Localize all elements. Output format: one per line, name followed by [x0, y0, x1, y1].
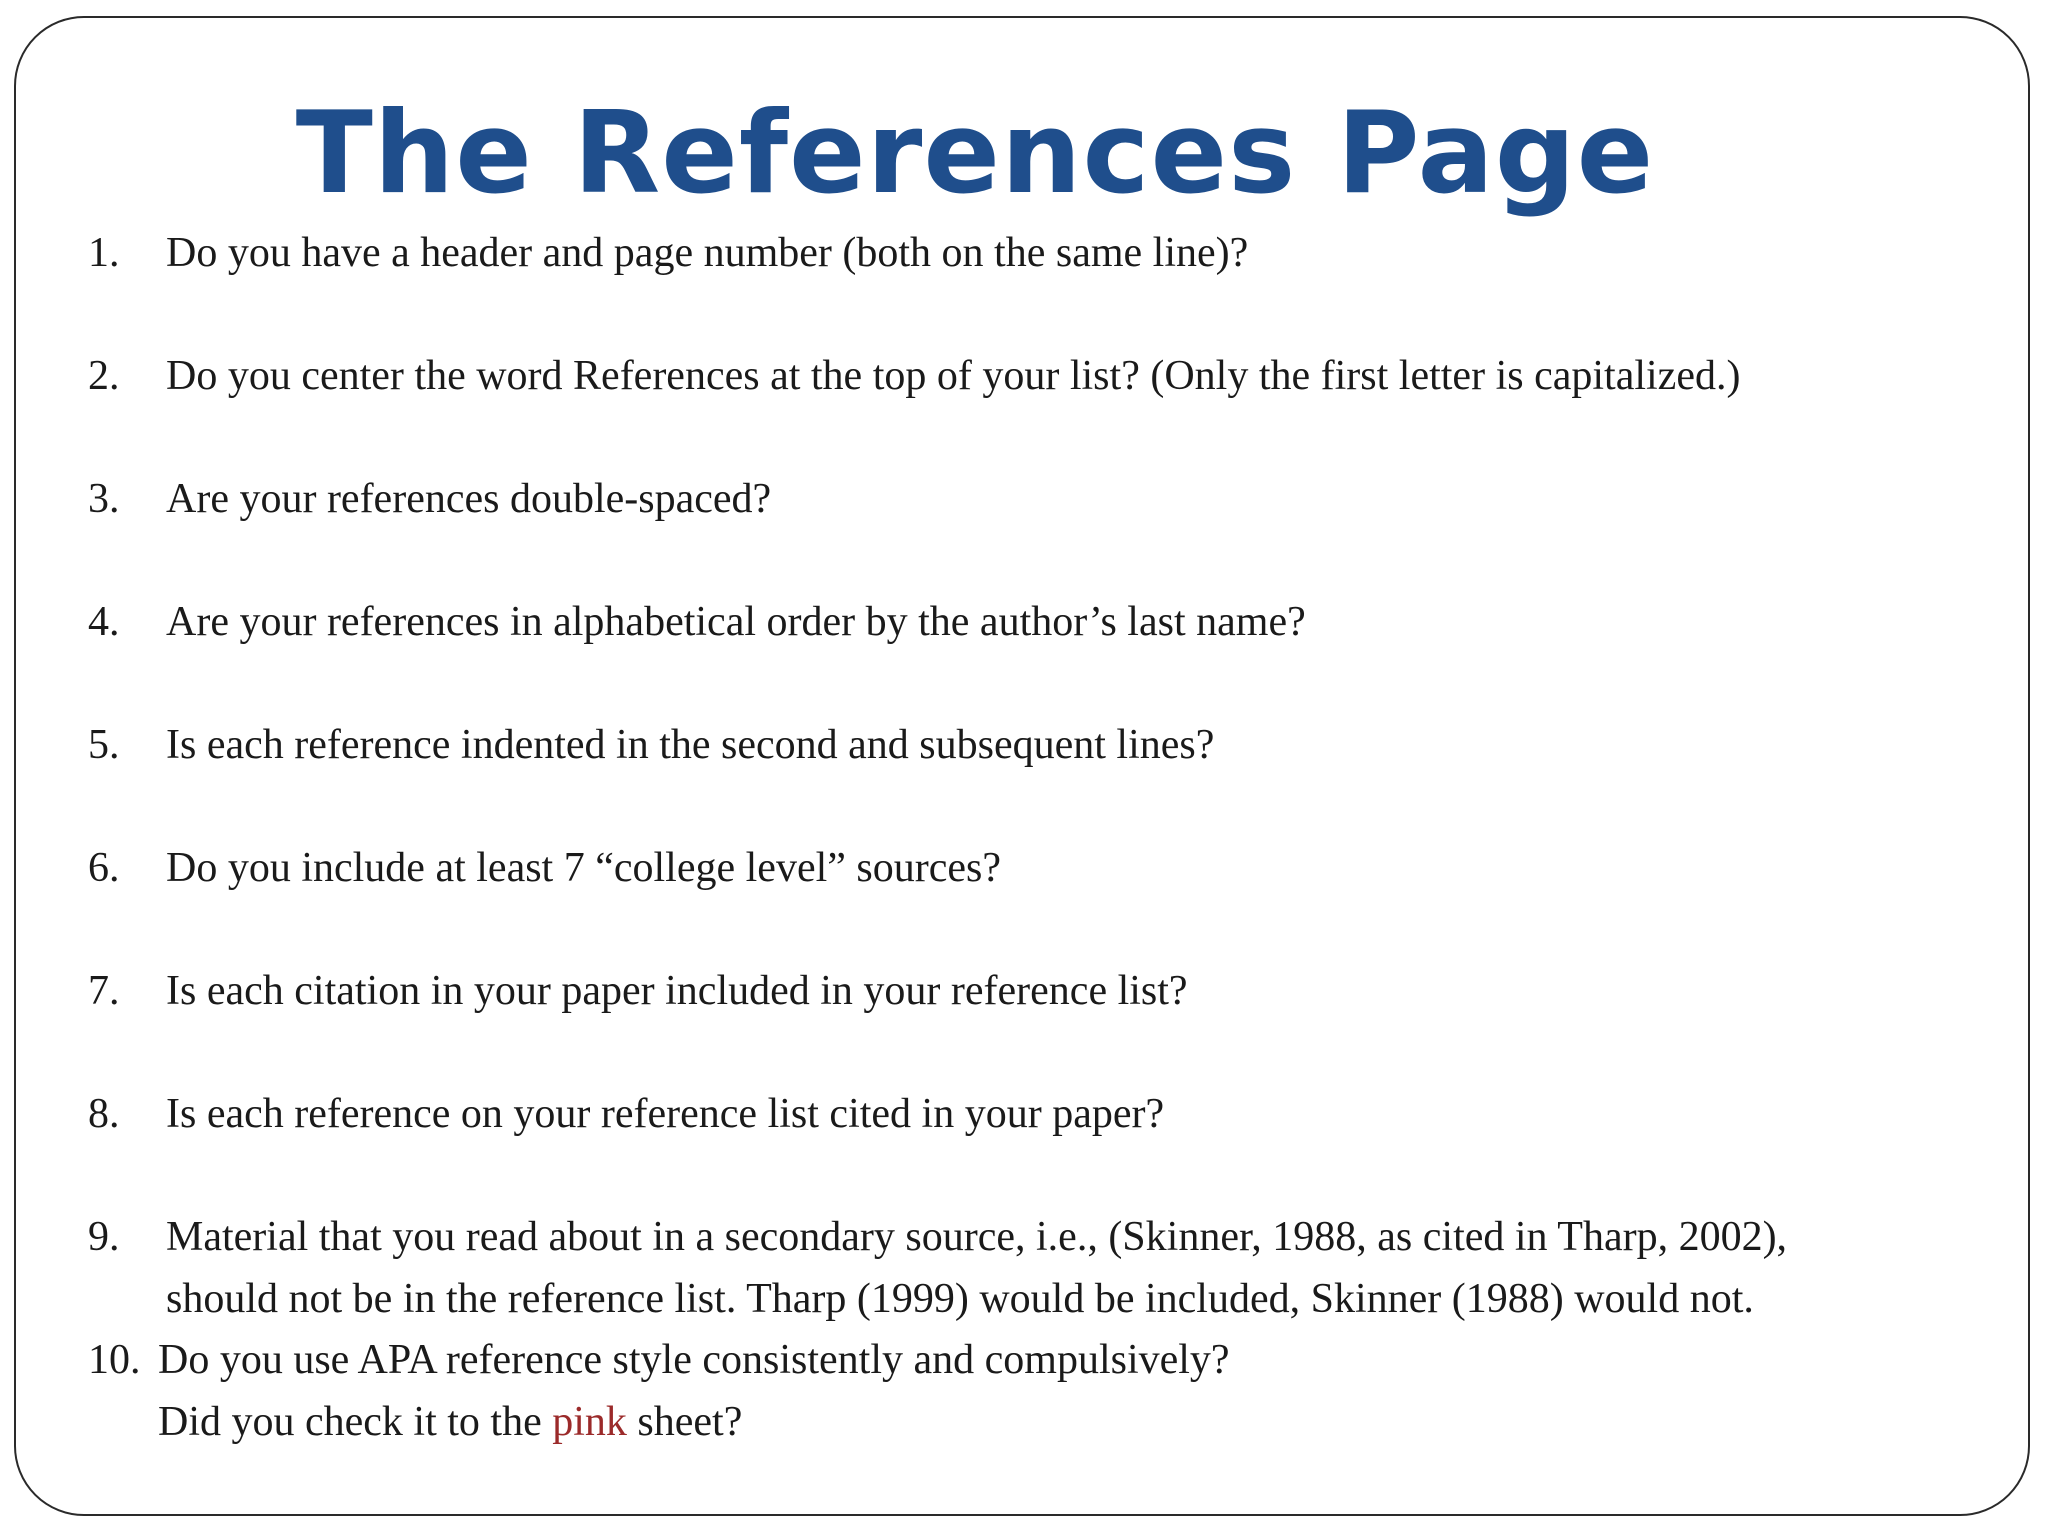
checklist-item-8	[88, 1083, 1164, 1145]
item-number: 7.	[88, 968, 120, 1014]
checklist-item-5	[88, 714, 1214, 776]
item-number: 9.	[88, 1214, 120, 1260]
item-text-line-2	[88, 1391, 1230, 1453]
item-text-line-1: Do you use APA reference style consistently and compulsively?	[158, 1337, 1230, 1383]
pink-highlight: pink	[552, 1399, 627, 1445]
item-number: 1.	[88, 230, 120, 276]
line-2-start: Did you check it to the	[158, 1399, 553, 1445]
item-number: 5.	[88, 722, 120, 768]
item-number: 8.	[88, 1091, 120, 1137]
line-2-end: sheet?	[626, 1399, 743, 1445]
item-text: Are your references in alphabetical order by the author’s last name?	[166, 599, 1306, 645]
checklist-item-9	[88, 1206, 1787, 1330]
item-number: 4.	[88, 599, 120, 645]
item-number: 2.	[88, 353, 120, 399]
item-text: Is each reference indented in the second and subsequent lines?	[166, 722, 1215, 768]
checklist-item-1	[88, 222, 1248, 284]
item-number: 6.	[88, 845, 120, 891]
checklist-item-10	[88, 1329, 1230, 1453]
slide-title: The References Page	[295, 87, 1655, 219]
checklist-item-7	[88, 960, 1188, 1022]
checklist-item-6	[88, 837, 1001, 899]
item-text: Is each citation in your paper included in your reference list?	[166, 968, 1188, 1014]
checklist-item-4	[88, 591, 1306, 653]
item-text-line-2: should not be in the reference list. Tharp (1999) would be included, Skinner (1988) would not.	[166, 1276, 1754, 1322]
item-text: Is each reference on your reference list cited in your paper?	[166, 1091, 1165, 1137]
item-text: Do you center the word References at the top of your list? (Only the first letter is capitalized.)	[166, 353, 1741, 399]
item-number: 3.	[88, 476, 120, 522]
item-text: Do you include at least 7 “college level” sources?	[166, 845, 1001, 891]
checklist-item-2	[88, 345, 1740, 407]
item-text: Do you have a header and page number (both on the same line)?	[166, 230, 1249, 276]
item-number: 10.	[88, 1337, 141, 1383]
item-text-line-1: Material that you read about in a secondary source, i.e., (Skinner, 1988, as cited in Tharp, 2002),	[166, 1214, 1788, 1260]
item-text: Are your references double-spaced?	[166, 476, 772, 522]
checklist-item-3	[88, 468, 771, 530]
